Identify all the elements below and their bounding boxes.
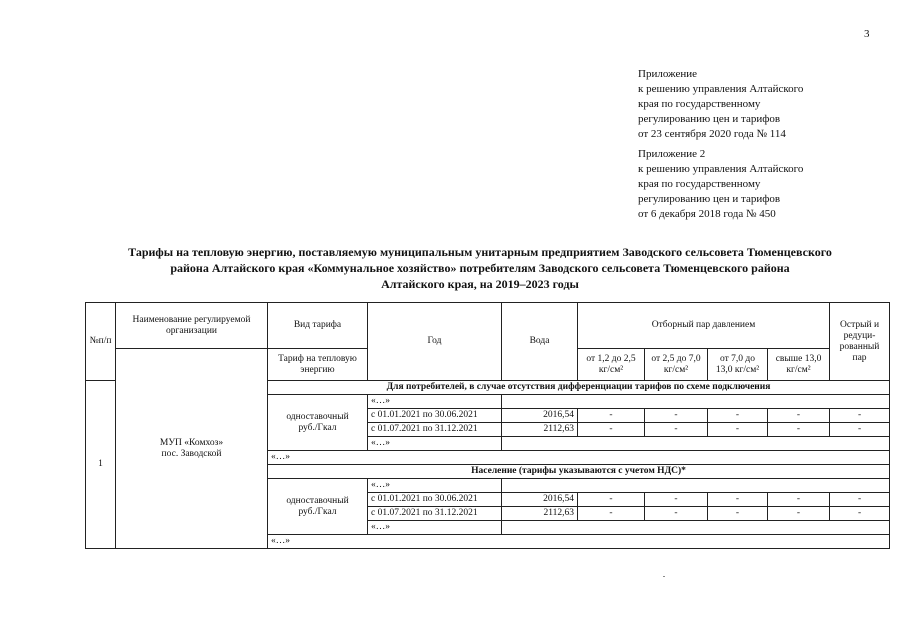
water-value: 2112,63 — [502, 507, 578, 521]
section-2-title: Население (тарифы указываются с учетом НДС)* — [268, 465, 890, 479]
rate-type: одноставочный — [286, 411, 349, 422]
appendix-1-line: регулированию цен и тарифов — [638, 113, 781, 125]
empty-cell — [502, 521, 890, 535]
dash-cell: - — [708, 493, 768, 507]
title-line: района Алтайского края «Коммунальное хозяйство» потребителям Заводского сельсовета Тюменцевского района — [170, 261, 790, 275]
water-value: 2016,54 — [502, 493, 578, 507]
header-pressure-3: от 7,0 до 13,0 кг/см² — [708, 349, 768, 381]
dash-cell: - — [830, 423, 890, 437]
dash-cell: - — [768, 493, 830, 507]
appendix-1-line: Приложение — [638, 68, 698, 80]
rate-cell-2 — [268, 479, 368, 535]
dash-cell: - — [645, 507, 708, 521]
appendix-note-1 — [638, 67, 803, 142]
appendix-1-line: от 23 сентября 2020 года № 114 — [638, 128, 786, 140]
org-name: МУП «Комхоз» — [159, 437, 224, 448]
appendix-2-line: Приложение 2 — [638, 148, 706, 160]
rate-unit: руб./Гкал — [298, 422, 337, 433]
header-pressure-1: от 1,2 до 2,5 кг/см² — [578, 349, 645, 381]
row-number: 1 — [86, 381, 116, 549]
title-line: Алтайского края, на 2019–2023 годы — [381, 277, 579, 291]
header-sharp-steam: Острый и редуци-рованный пар — [830, 303, 890, 381]
dash-cell: - — [768, 423, 830, 437]
org-cell — [116, 349, 268, 549]
empty-cell — [502, 437, 890, 451]
dash-cell: - — [830, 507, 890, 521]
header-tariff-type: Вид тарифа — [268, 303, 368, 349]
ellipsis-row: «…» — [268, 451, 890, 465]
header-pressure-4: свыше 13,0 кг/см² — [768, 349, 830, 381]
header-pressure-2: от 2,5 до 7,0 кг/см² — [645, 349, 708, 381]
document-title — [90, 244, 870, 292]
rate-unit: руб./Гкал — [298, 506, 337, 517]
period-cell: с 01.01.2021 по 30.06.2021 — [368, 409, 502, 423]
appendix-1-line: к решению управления Алтайского — [638, 83, 804, 95]
page-number: 3 — [864, 28, 870, 40]
ellipsis-row: «…» — [268, 535, 890, 549]
org-location: пос. Заводской — [161, 448, 222, 459]
water-value: 2016,54 — [502, 409, 578, 423]
water-value: 2112,63 — [502, 423, 578, 437]
ellipsis-row: «…» — [368, 395, 502, 409]
header-water: Вода — [502, 303, 578, 381]
tariff-table — [85, 302, 890, 549]
dash-cell: - — [830, 409, 890, 423]
ellipsis-row: «…» — [368, 479, 502, 493]
appendix-2-line: к решению управления Алтайского — [638, 163, 804, 175]
empty-cell — [502, 479, 890, 493]
appendix-1-line: края по государственному — [638, 98, 761, 110]
dash-cell: - — [645, 493, 708, 507]
dash-cell: - — [578, 507, 645, 521]
section-1-title: Для потребителей, в случае отсутствия дифференциации тарифов по схеме подключения — [268, 381, 890, 395]
dash-cell: - — [830, 493, 890, 507]
dash-cell: - — [645, 423, 708, 437]
appendix-2-line: от 6 декабря 2018 года № 450 — [638, 208, 776, 220]
title-line: Тарифы на тепловую энергию, поставляемую муниципальным унитарным предприятием Заводского сельсовета Тюменцевского — [128, 245, 832, 259]
scan-speck — [663, 576, 665, 577]
dash-cell: - — [578, 423, 645, 437]
appendix-2-line: регулированию цен и тарифов — [638, 193, 781, 205]
rate-cell-1 — [268, 395, 368, 451]
empty-cell — [502, 395, 890, 409]
dash-cell: - — [768, 409, 830, 423]
ellipsis-row: «…» — [368, 521, 502, 535]
period-cell: с 01.01.2021 по 30.06.2021 — [368, 493, 502, 507]
dash-cell: - — [578, 409, 645, 423]
dash-cell: - — [768, 507, 830, 521]
header-organization: Наименование регулируемой организации — [116, 303, 268, 349]
period-cell: с 01.07.2021 по 31.12.2021 — [368, 423, 502, 437]
rate-type: одноставочный — [286, 495, 349, 506]
ellipsis-row: «…» — [368, 437, 502, 451]
header-num: №п/п — [86, 303, 116, 381]
dash-cell: - — [708, 423, 768, 437]
header-steam: Отборный пар давлением — [578, 303, 830, 349]
header-year: Год — [368, 303, 502, 381]
dash-cell: - — [708, 507, 768, 521]
dash-cell: - — [578, 493, 645, 507]
appendix-2-line: края по государственному — [638, 178, 761, 190]
header-heat-tariff: Тариф на тепловую энергию — [268, 349, 368, 381]
dash-cell: - — [708, 409, 768, 423]
period-cell: с 01.07.2021 по 31.12.2021 — [368, 507, 502, 521]
appendix-note-2 — [638, 147, 803, 222]
dash-cell: - — [645, 409, 708, 423]
